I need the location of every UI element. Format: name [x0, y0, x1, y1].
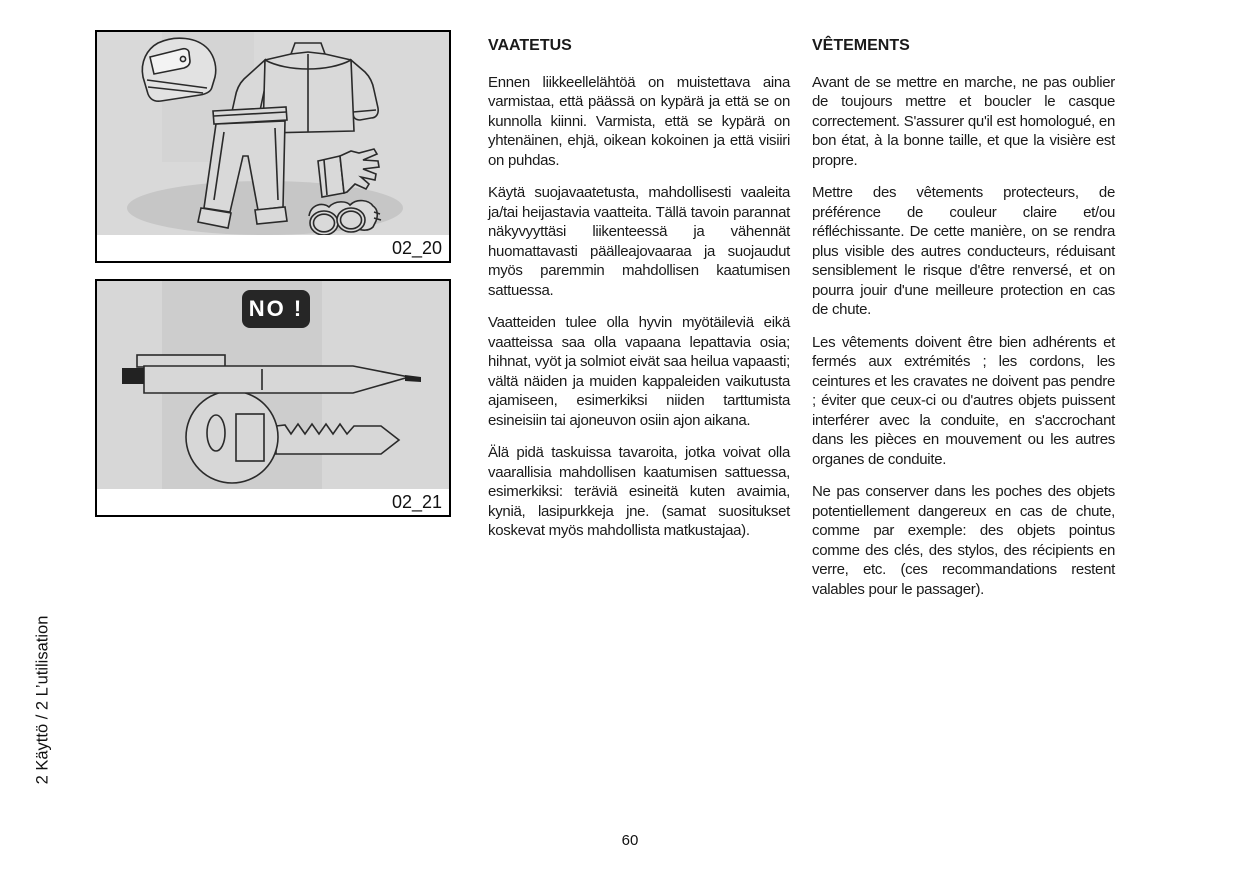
paragraph: Mettre des vêtements protecteurs, de préférence de couleur claire et/ou réfléchissante. De cette manière, on se rendra plus visible des autres conducteurs, réduisant sensiblement le risque d'être renversé, et on pourra jouir d'une meilleure protection en cas de chute.: [812, 184, 1115, 318]
figure-caption: 02_21: [97, 489, 449, 515]
column-finnish: [488, 36, 790, 554]
paragraph: Ne pas conserver dans les poches des objets potentiellement dangereux en cas de chute, comme par exemple: des objets pointus comme des clés, des stylos, des récipients en verre, etc. (ces recommandations restent valables pour le passager).: [812, 483, 1115, 598]
paragraph: Älä pidä taskuissa tavaroita, jotka voivat olla vaarallisia mahdollisen kaatumisen sattuessa, esimerkiksi: teräviä esineitä kuten avaimia, kyniä, lasipurkkeja jne. (samat suositukset koskevat myös mahdollista matkustajaa).: [488, 444, 790, 539]
helmet-icon: [142, 38, 215, 101]
goggles-icon: [309, 201, 381, 235]
heading-french: VÊTEMENTS: [812, 37, 910, 54]
paragraph: Les vêtements doivent être bien adhérents et fermés aux extrémités ; les cordons, les ceintures et les cravates ne doivent pas pendre ; éviter que ceux-ci ou d'autres objets puissent interférer avec la conduite, en s'accrochant dans les pièces en mouvement ou les autres organes de conduite.: [812, 333, 1115, 468]
paragraph: Vaatteiden tulee olla hyvin myötäileviä eikä vaatteissa saa olla vapaana lepattavia osia; hihnat, vyöt ja solmiot eivät saa heilua vapaasti; vältä näiden ja muiden kappaleiden vaikutusta ajamiseen, esimerkiksi niiden tarttumista esineisiin tai ajoneuvon osiin ajon aikana.: [488, 314, 790, 429]
no-badge: NO !: [242, 290, 310, 328]
page-number: 60: [621, 832, 639, 849]
column-french: [812, 36, 1115, 612]
figure-no-sharp-objects: [95, 279, 451, 517]
protective-clothing-illustration: [97, 32, 449, 235]
figure-caption: 02_20: [97, 235, 449, 261]
figure-protective-clothing: [95, 30, 451, 263]
paragraph: Avant de se mettre en marche, ne pas oublier de toujours mettre et boucler le casque correctement. S'assurer qu'il est homologué, en bon état, à la bonne taille, et que la visière est propre.: [812, 73, 1115, 169]
paragraph: Ennen liikkeellelähtöä on muistettava aina varmistaa, että päässä on kypärä ja että se on kunnolla kiinni. Varmista, että se kypärä on yhtenäinen, ehjä, oikean kokoinen ja että visiiri on puhdas.: [488, 73, 790, 169]
heading-finnish: VAATETUS: [488, 37, 572, 54]
chapter-sidebar-label: 2 Käyttö / 2 L’utilisation: [33, 615, 52, 785]
paragraph: Käytä suojavaatetusta, mahdollisesti vaaleita ja/tai heijastavia vaatteita. Tällä tavoin parannat näkyvyyttäsi liikenteessä ja vähennät huomattavasti päälleajovaaraa ja suojaudut myös paremmin mahdollisen kaatumisen sattuessa.: [488, 184, 790, 299]
clothing-drawing: [97, 32, 449, 235]
